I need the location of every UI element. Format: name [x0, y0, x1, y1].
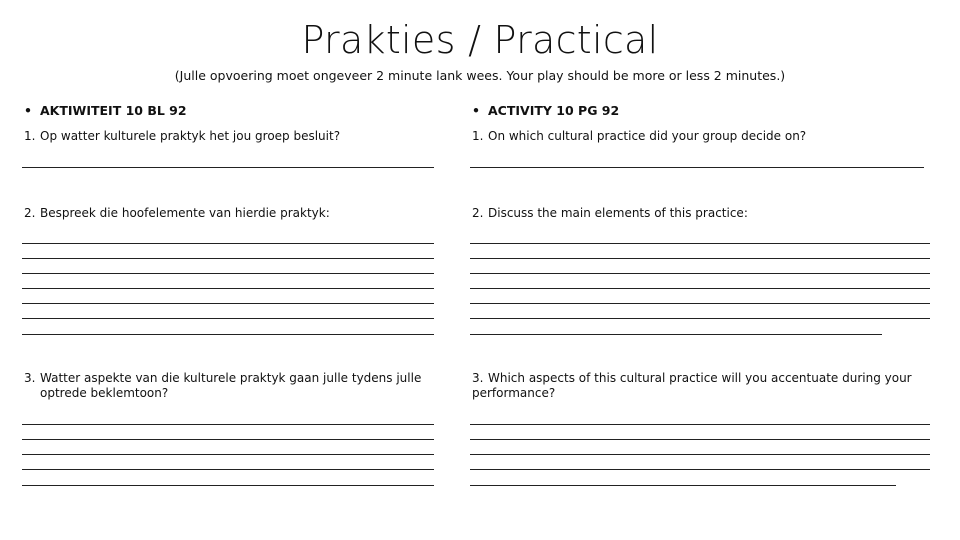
left-answer-line[interactable] [22, 303, 434, 304]
left-answer-line[interactable] [22, 318, 434, 319]
right-answer-line[interactable] [470, 469, 930, 470]
right-answer-line[interactable] [470, 334, 882, 335]
left-answer-line[interactable] [22, 424, 434, 425]
page-title: Prakties / Practical [301, 18, 659, 62]
left-question-3: 3. Watter aspekte van die kulturele praktyk gaan julle tydens julle optrede beklemtoon? [24, 371, 422, 400]
left-answer-line[interactable] [22, 273, 434, 274]
right-answer-line[interactable] [470, 288, 930, 289]
left-answer-line[interactable] [22, 258, 434, 259]
right-answer-line[interactable] [470, 258, 930, 259]
left-question-2: 2. Bespreek die hoofelemente van hierdie praktyk: [24, 206, 330, 220]
right-question-1: 1. On which cultural practice did your group decide on? [472, 129, 807, 143]
right-answer-line[interactable] [470, 273, 930, 274]
bullet-icon: • [472, 103, 480, 118]
left-question-1: 1. Op watter kulturele praktyk het jou groep besluit? [24, 129, 341, 143]
page-subtitle: (Julle opvoering moet ongeveer 2 minute lank wees. Your play should be more or less 2 minutes.) [174, 68, 786, 83]
left-answer-line[interactable] [22, 334, 434, 335]
left-heading-text: AKTIWITEIT 10 BL 92 [40, 103, 187, 118]
right-answer-line[interactable] [470, 485, 896, 486]
right-answer-line[interactable] [470, 303, 930, 304]
right-question-2: 2. Discuss the main elements of this practice: [472, 206, 748, 220]
right-heading [472, 103, 619, 118]
right-answer-line[interactable] [470, 243, 930, 244]
left-answer-line[interactable] [22, 454, 434, 455]
left-answer-line[interactable] [22, 288, 434, 289]
right-answer-line[interactable] [470, 167, 924, 168]
left-answer-line[interactable] [22, 439, 434, 440]
left-answer-line[interactable] [22, 243, 434, 244]
left-answer-line[interactable] [22, 485, 434, 486]
bullet-icon: • [24, 103, 32, 118]
left-answer-line[interactable] [22, 167, 434, 168]
right-heading-text: ACTIVITY 10 PG 92 [488, 103, 620, 118]
right-answer-line[interactable] [470, 424, 930, 425]
left-heading [24, 103, 187, 118]
right-question-3: 3. Which aspects of this cultural practice will you accentuate during your performance? [472, 371, 912, 400]
right-answer-line[interactable] [470, 439, 930, 440]
right-answer-line[interactable] [470, 454, 930, 455]
right-answer-line[interactable] [470, 318, 930, 319]
left-answer-line[interactable] [22, 469, 434, 470]
